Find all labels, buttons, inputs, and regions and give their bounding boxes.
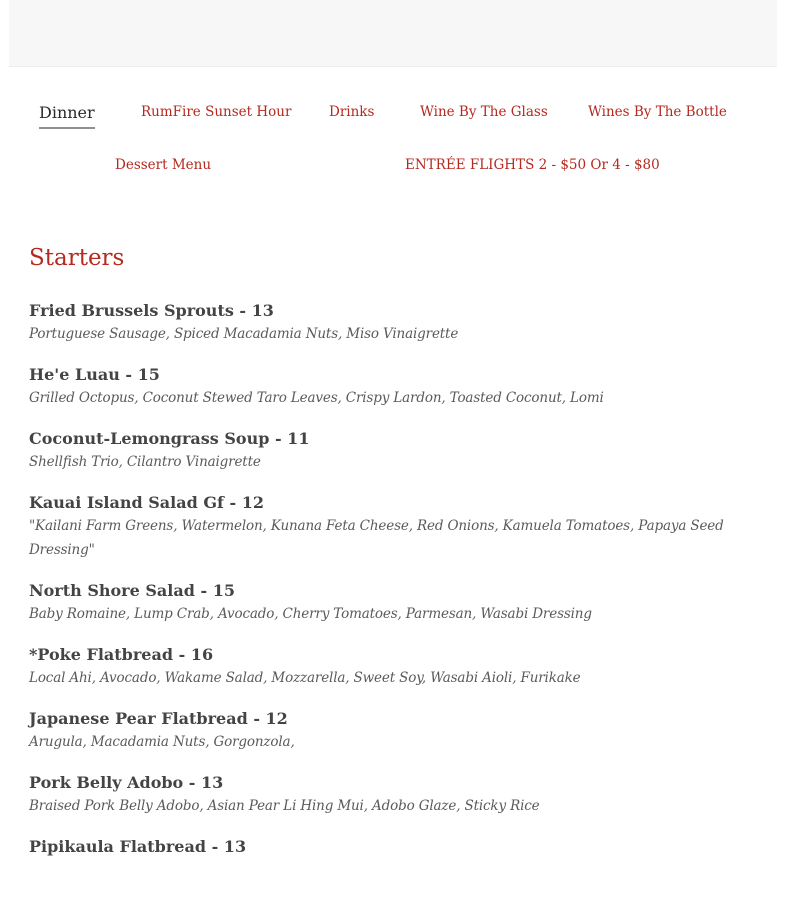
menu-item-name: Japanese Pear Flatbread - 12 <box>29 709 288 728</box>
menu-item <box>29 708 759 754</box>
menu-item <box>29 772 759 818</box>
menu-item-name: Pipikaula Flatbread - 13 <box>29 837 247 856</box>
tab-wines-by-the-bottle[interactable]: Wines By The Bottle <box>588 104 727 120</box>
menu-item-name: Fried Brussels Sprouts - 13 <box>29 301 274 320</box>
menu-item <box>29 364 759 410</box>
menu-item <box>29 836 759 858</box>
menu-item-description: Braised Pork Belly Adobo, Asian Pear Li Hing Mui, Adobo Glaze, Sticky Rice <box>29 798 540 814</box>
menu-item-name: North Shore Salad - 15 <box>29 581 235 600</box>
menu-item <box>29 492 759 562</box>
menu-item-description: Local Ahi, Avocado, Wakame Salad, Mozzarella, Sweet Soy, Wasabi Aioli, Furikake <box>29 670 581 686</box>
menu-item-description: Portuguese Sausage, Spiced Macadamia Nuts, Miso Vinaigrette <box>29 326 459 342</box>
top-banner <box>9 0 777 67</box>
menu-item-name: Kauai Island Salad Gf - 12 <box>29 493 264 512</box>
tab-drinks[interactable]: Drinks <box>329 104 375 120</box>
tab-dinner[interactable]: Dinner <box>39 103 95 129</box>
menu-item-name: Coconut-Lemongrass Soup - 11 <box>29 429 310 448</box>
menu-item-list <box>29 300 759 876</box>
menu-item-name: He'e Luau - 15 <box>29 365 160 384</box>
menu-item <box>29 428 759 474</box>
tab-wine-by-the-glass[interactable]: Wine By The Glass <box>420 104 548 120</box>
tab-rumfire-sunset-hour[interactable]: RumFire Sunset Hour <box>141 104 292 120</box>
menu-item-description: Baby Romaine, Lump Crab, Avocado, Cherry Tomatoes, Parmesan, Wasabi Dressing <box>29 606 592 622</box>
menu-item <box>29 300 759 346</box>
tab-dessert-menu[interactable]: Dessert Menu <box>115 157 212 173</box>
menu-item <box>29 644 759 690</box>
menu-item-description: Shellfish Trio, Cilantro Vinaigrette <box>29 454 261 470</box>
menu-item-name: *Poke Flatbread - 16 <box>29 645 214 664</box>
tab-entree-flights[interactable]: ENTRÉE FLIGHTS 2 - $50 Or 4 - $80 <box>405 157 660 173</box>
menu-item-description: Arugula, Macadamia Nuts, Gorgonzola, <box>29 734 295 750</box>
menu-item-description: Grilled Octopus, Coconut Stewed Taro Leaves, Crispy Lardon, Toasted Coconut, Lomi <box>29 390 604 406</box>
menu-item <box>29 580 759 626</box>
menu-item-name: Pork Belly Adobo - 13 <box>29 773 224 792</box>
section-title: Starters <box>29 245 125 271</box>
menu-item-description: "Kailani Farm Greens, Watermelon, Kunana Feta Cheese, Red Onions, Kamuela Tomatoes, Papaya Seed Dressing" <box>29 518 724 558</box>
